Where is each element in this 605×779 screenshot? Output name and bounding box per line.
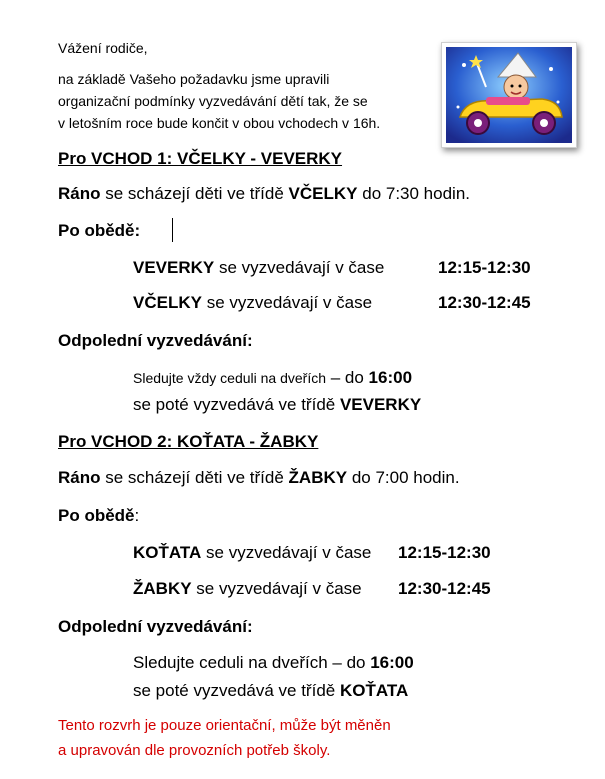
greeting: Vážení rodiče, <box>58 40 148 56</box>
afternoon-text-2: se poté vyzvedává ve třídě <box>133 395 340 414</box>
lunch-class: KOŤATA <box>133 543 202 562</box>
intro-line-3: v letošním roce bude končit v obou vchodech v 16h. <box>58 115 381 131</box>
note-line-1: Tento rozvrh je pouze orientační, může být měněn <box>58 717 391 734</box>
entrance-1-afternoon-line-1 <box>133 368 412 388</box>
afternoon-class: KOŤATA <box>339 681 409 700</box>
afternoon-text: Sledujte ceduli na dveřích – do <box>133 653 371 672</box>
lunch-text: se vyzvedávají v čase <box>214 258 385 277</box>
lunch-text: se vyzvedávají v čase <box>191 579 362 598</box>
morning-class: VČELKY <box>288 184 358 203</box>
afternoon-class: VEVERKY <box>339 395 422 414</box>
entrance-2-lunch-time-1: 12:15-12:30 <box>398 543 491 562</box>
entrance-1-lunch-time-1: 12:15-12:30 <box>438 258 531 277</box>
entrance-1-lunch-row-2 <box>133 293 372 313</box>
intro-line-1: na základě Vašeho požadavku jsme upravili <box>58 71 330 87</box>
morning-label: Ráno <box>58 468 101 487</box>
entrance-2-lunch-label <box>58 506 139 526</box>
kid-car-picture-icon <box>446 47 572 143</box>
morning-end: do 7:00 hodin. <box>347 468 460 487</box>
lunch-text: se vyzvedávají v čase <box>201 293 373 312</box>
morning-text: se scházejí děti ve třídě <box>100 468 289 487</box>
lunch-class: VEVERKY <box>133 258 215 277</box>
entrance-1-lunch-label: Po obědě: <box>58 221 141 240</box>
entrance-2-afternoon-line-1 <box>133 653 414 673</box>
entrance-1-morning <box>58 184 470 204</box>
morning-label: Ráno <box>58 184 101 203</box>
lunch-label-colon: : <box>134 506 140 525</box>
afternoon-dash: – do <box>326 368 369 387</box>
entrance-2-afternoon-line-2 <box>133 681 408 701</box>
lunch-class: ŽABKY <box>133 579 192 598</box>
lunch-text: se vyzvedávají v čase <box>201 543 372 562</box>
afternoon-text: Sledujte vždy ceduli na dveřích <box>133 370 326 386</box>
entrance-2-heading: Pro VCHOD 2: KOŤATA - ŽABKY <box>58 432 319 451</box>
morning-class: ŽABKY <box>288 468 348 487</box>
morning-text: se scházejí děti ve třídě <box>100 184 289 203</box>
afternoon-time: 16:00 <box>368 368 413 387</box>
afternoon-time: 16:00 <box>370 653 414 672</box>
entrance-1-lunch-time-2: 12:30-12:45 <box>438 293 531 312</box>
note-line-2: a upravován dle provozních potřeb školy. <box>58 742 331 759</box>
entrance-2-lunch-row-1 <box>133 543 371 563</box>
school-logo <box>441 42 577 148</box>
text-cursor <box>172 218 173 242</box>
lunch-label-text: Po obědě <box>58 506 135 525</box>
afternoon-text-2: se poté vyzvedává ve třídě <box>133 681 340 700</box>
morning-end: do 7:30 hodin. <box>357 184 470 203</box>
entrance-2-lunch-row-2 <box>133 579 362 599</box>
entrance-1-afternoon-label: Odpolední vyzvedávání: <box>58 331 253 350</box>
entrance-2-afternoon-label: Odpolední vyzvedávání: <box>58 617 253 636</box>
entrance-1-lunch-row-1 <box>133 258 384 278</box>
lunch-class: VČELKY <box>133 293 202 312</box>
intro-line-2: organizační podmínky vyzvedávání dětí tak, že se <box>58 93 368 109</box>
entrance-1-heading: Pro VCHOD 1: VČELKY - VEVERKY <box>58 149 343 168</box>
entrance-1-afternoon-line-2 <box>133 395 421 415</box>
entrance-2-lunch-time-2: 12:30-12:45 <box>398 579 491 598</box>
entrance-2-morning <box>58 468 460 488</box>
